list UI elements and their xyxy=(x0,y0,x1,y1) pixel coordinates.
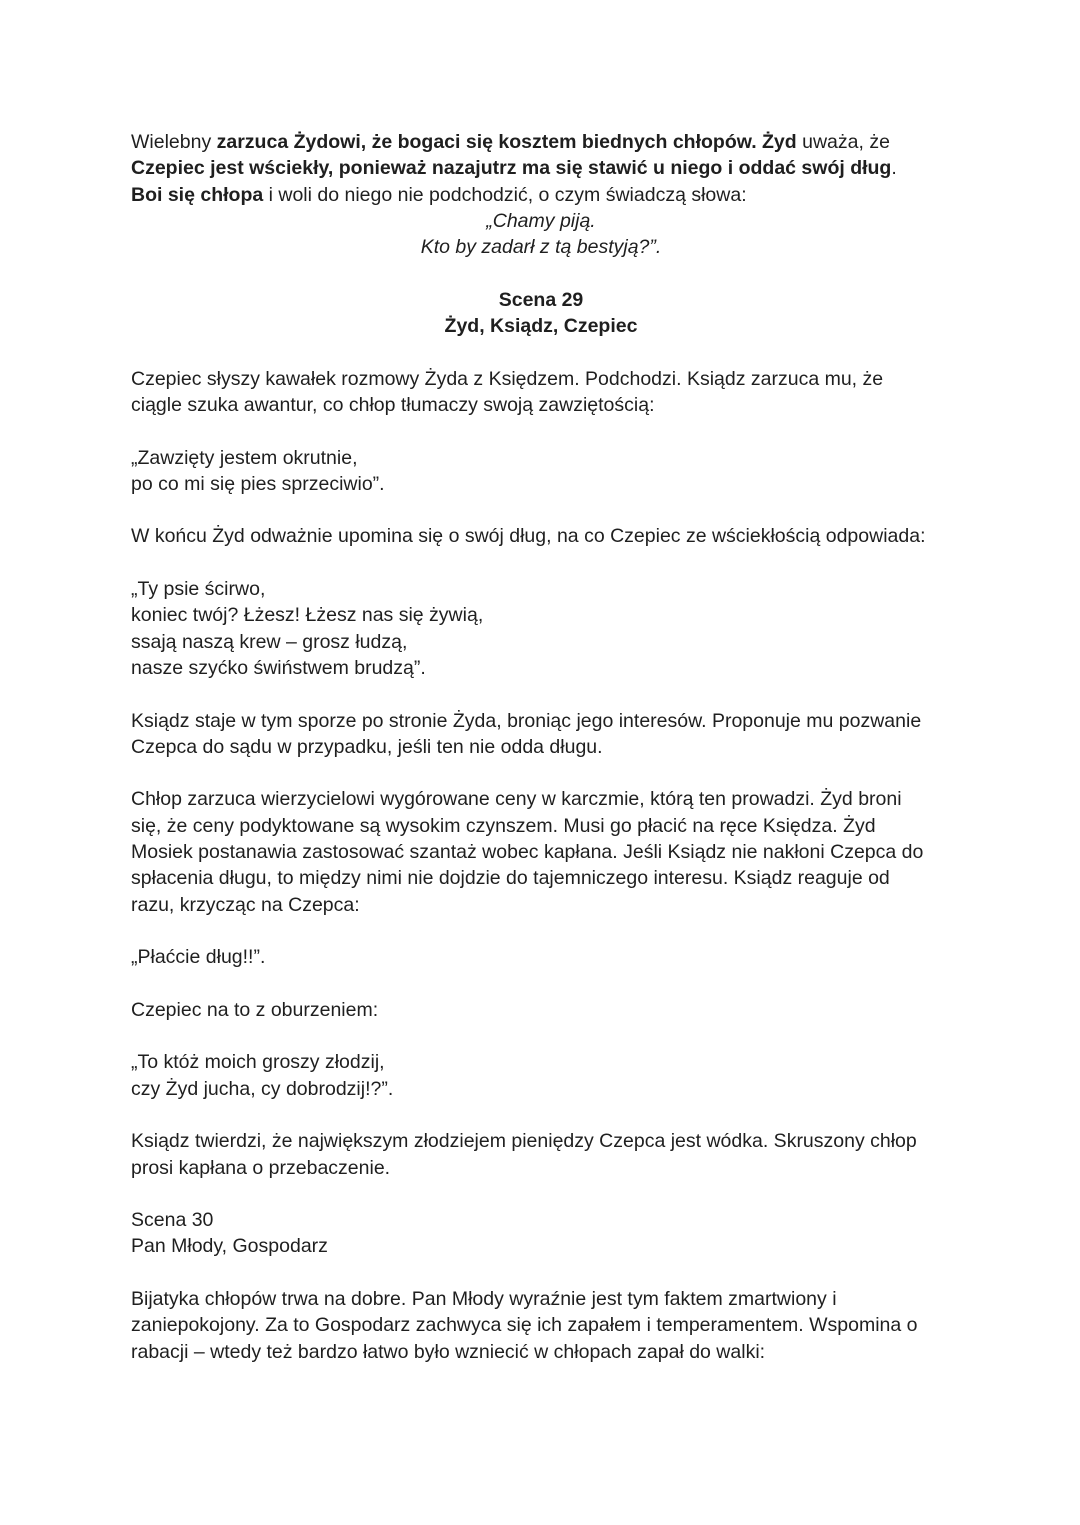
scene29-quote-1: „Zawzięty jestem okrutnie, po co mi się pies sprzeciwio”. xyxy=(131,446,385,495)
scene30-title: Scena 30 xyxy=(131,1209,214,1232)
bold-phrase: Czepiec jest wściekły, ponieważ nazajutrz ma się stawić u niego i oddać swój dług xyxy=(131,157,892,180)
scene29-quote-4: „To któż moich groszy złodzij, czy Żyd jucha, cy dobrodzij!?”. xyxy=(131,1051,394,1100)
scene29-paragraph-4: Chłop zarzuca wierzycielowi wygórowane ceny w karczmie, którą ten prowadzi. Żyd broni się, że ceny podyktowane są wysokim czynszem. Musi go płacić na ręce Księdza. Żyd Mosiek postanawia zastosować szantaż wobec kapłana. Jeśli Ksiądz nie nakłoni Czepca do spłacenia długu, to między nimi nie dojdzie do tajemniczego interesu. Ksiądz reaguje od razu, krzycząc na Czepca: xyxy=(131,788,924,916)
scene29-title: Scena 29 xyxy=(498,288,584,311)
scene29-quote-2: „Ty psie ścirwo, koniec twój? Łżesz! Łżesz nas się żywią, ssają naszą krew – grosz łudzą, nasze szyćko świństwem brudzą”. xyxy=(131,578,484,679)
scene29-paragraph-3: Ksiądz staje w tym sporze po stronie Żyda, broniąc jego interesów. Proponuje mu pozwanie Czepca do sądu w przypadku, jeśli ten nie odda długu. xyxy=(131,709,922,758)
scene30-heading xyxy=(131,1207,951,1260)
bold-phrase: Boi się chłopa xyxy=(131,183,264,206)
scene29-paragraph-5: Czepiec na to z oburzeniem: xyxy=(131,998,379,1021)
document-page xyxy=(131,129,951,1365)
scene30-paragraph-1: Bijatyka chłopów trwa na dobre. Pan Młody wyraźnie jest tym faktem zmartwiony i zaniepokojony. Za to Gospodarz zachwyca się ich zapałem i temperamentem. Wspomina o rabacji – wtedy też bardzo łatwo było wzniecić w chłopach zapał do walki: xyxy=(131,1288,918,1363)
scene30-characters: Pan Młody, Gospodarz xyxy=(131,1235,328,1258)
scene29-quote-3: „Płaćcie dług!!”. xyxy=(131,946,266,969)
intro-paragraph: Wielebny zarzuca Żydowi, że bogaci się kosztem biednych chłopów. Żyd uważa, że Czepiec jest wściekły, ponieważ nazajutrz ma się stawić u niego i oddać swój dług. Boi się chłopa i woli do niego nie podchodzić, o czym świadczą słowa: xyxy=(131,131,897,206)
scene29-paragraph-2: W końcu Żyd odważnie upomina się o swój dług, na co Czepiec ze wściekłością odpowiada: xyxy=(131,525,926,548)
scene29-characters: Żyd, Ksiądz, Czepiec xyxy=(444,315,638,338)
scene29-paragraph-6: Ksiądz twierdzi, że największym złodziejem pieniędzy Czepca jest wódka. Skruszony chłop prosi kapłana o przebaczenie. xyxy=(131,1130,917,1179)
intro-quote: „Chamy piją. Kto by zadarł z tą bestyją?”. xyxy=(420,209,662,259)
scene29-heading xyxy=(131,287,951,340)
scene29-paragraph-1: Czepiec słyszy kawałek rozmowy Żyda z Księdzem. Podchodzi. Ksiądz zarzuca mu, że ciągle szuka awantur, co chłop tłumaczy swoją zawziętością: xyxy=(131,367,884,416)
bold-phrase: zarzuca Żydowi, że bogaci się kosztem biednych chłopów. Żyd xyxy=(216,131,797,153)
